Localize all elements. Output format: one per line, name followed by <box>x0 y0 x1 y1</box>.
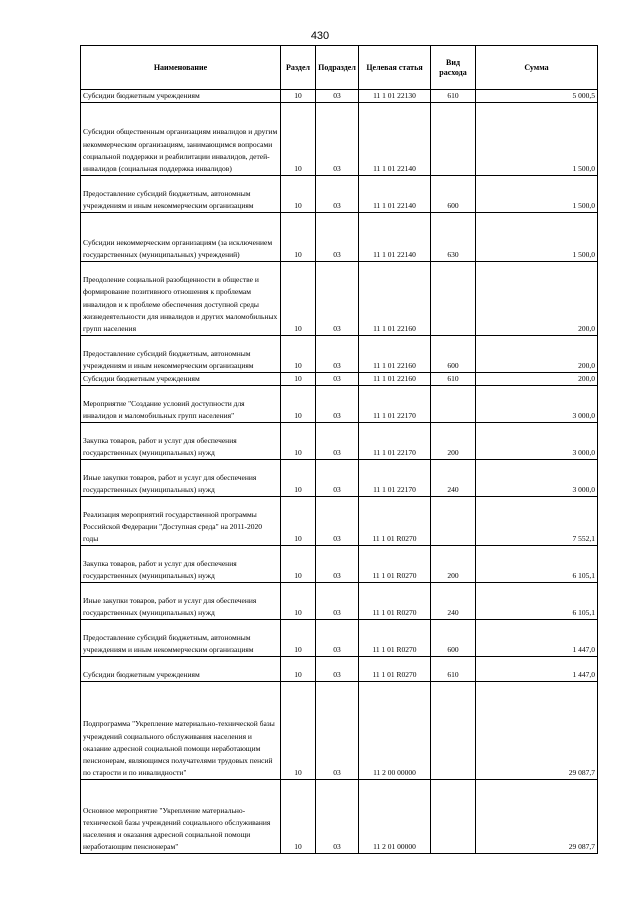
row-subsection: 03 <box>316 373 359 386</box>
table-header-row <box>81 46 598 90</box>
row-sum: 5 000,5 <box>476 90 598 103</box>
row-target-code: 11 1 01 R0270 <box>359 583 431 620</box>
row-section: 10 <box>281 90 316 103</box>
row-name: Закупка товаров, работ и услуг для обеспечения государственных (муниципальных) нужд <box>81 546 281 583</box>
table-row <box>81 682 598 780</box>
row-target-code: 11 1 01 22160 <box>359 373 431 386</box>
row-sum: 29 087,7 <box>476 682 598 780</box>
row-subsection: 03 <box>316 103 359 176</box>
table-row <box>81 546 598 583</box>
table-row <box>81 497 598 546</box>
row-sum: 200,0 <box>476 373 598 386</box>
page-number: 430 <box>310 30 330 42</box>
row-subsection: 03 <box>316 546 359 583</box>
row-name: Предоставление субсидий бюджетным, автономным учреждениям и иным некоммерческим организациям <box>81 620 281 657</box>
row-subsection: 03 <box>316 583 359 620</box>
row-expense-kind: 200 <box>431 423 476 460</box>
table-row <box>81 386 598 423</box>
row-target-code: 11 1 01 22130 <box>359 90 431 103</box>
row-expense-kind: 610 <box>431 373 476 386</box>
row-expense-kind <box>431 780 476 854</box>
row-sum: 6 105,1 <box>476 546 598 583</box>
table-row <box>81 90 598 103</box>
row-sum: 3 000,0 <box>476 423 598 460</box>
row-expense-kind: 630 <box>431 213 476 262</box>
row-target-code: 11 1 01 22140 <box>359 213 431 262</box>
row-target-code: 11 1 01 R0270 <box>359 497 431 546</box>
row-section: 10 <box>281 213 316 262</box>
row-expense-kind: 600 <box>431 620 476 657</box>
header-sum: Сумма <box>476 46 598 90</box>
header-subsection: Подраздел <box>316 46 359 90</box>
row-subsection: 03 <box>316 682 359 780</box>
row-section: 10 <box>281 103 316 176</box>
row-section: 10 <box>281 682 316 780</box>
row-subsection: 03 <box>316 213 359 262</box>
row-expense-kind: 610 <box>431 90 476 103</box>
row-section: 10 <box>281 336 316 373</box>
row-sum: 3 000,0 <box>476 460 598 497</box>
row-section: 10 <box>281 497 316 546</box>
table-row <box>81 176 598 213</box>
row-subsection: 03 <box>316 423 359 460</box>
row-name: Предоставление субсидий бюджетным, автономным учреждениям и иным некоммерческим организациям <box>81 336 281 373</box>
budget-table <box>80 45 598 854</box>
row-section: 10 <box>281 176 316 213</box>
row-name: Иные закупки товаров, работ и услуг для обеспечения государственных (муниципальных) нужд <box>81 583 281 620</box>
table-row <box>81 262 598 336</box>
row-target-code: 11 1 01 R0270 <box>359 620 431 657</box>
row-subsection: 03 <box>316 90 359 103</box>
row-sum: 200,0 <box>476 262 598 336</box>
row-subsection: 03 <box>316 176 359 213</box>
header-target-code: Целевая статья <box>359 46 431 90</box>
row-expense-kind: 600 <box>431 336 476 373</box>
row-sum: 7 552,1 <box>476 497 598 546</box>
row-sum: 1 447,0 <box>476 657 598 682</box>
table-row <box>81 103 598 176</box>
row-expense-kind <box>431 497 476 546</box>
row-expense-kind: 240 <box>431 583 476 620</box>
row-name: Иные закупки товаров, работ и услуг для обеспечения государственных (муниципальных) нужд <box>81 460 281 497</box>
row-name: Субсидии бюджетным учреждениям <box>81 657 281 682</box>
row-target-code: 11 1 01 22170 <box>359 386 431 423</box>
row-sum: 1 500,0 <box>476 103 598 176</box>
row-section: 10 <box>281 620 316 657</box>
row-section: 10 <box>281 780 316 854</box>
row-sum: 6 105,1 <box>476 583 598 620</box>
row-expense-kind <box>431 262 476 336</box>
row-section: 10 <box>281 373 316 386</box>
row-section: 10 <box>281 546 316 583</box>
row-expense-kind: 200 <box>431 546 476 583</box>
row-name: Мероприятие "Создание условий доступности для инвалидов и маломобильных групп населения" <box>81 386 281 423</box>
row-section: 10 <box>281 657 316 682</box>
row-target-code: 11 1 01 22140 <box>359 103 431 176</box>
table-row <box>81 620 598 657</box>
table-row <box>81 423 598 460</box>
row-expense-kind: 600 <box>431 176 476 213</box>
row-name: Субсидии общественным организациям инвалидов и другим некоммерческим организациям, занимающимся вопросами социальной поддержки и реабилитации инвалидов, детей-инвалидов (социальная поддержка инвалидов) <box>81 103 281 176</box>
row-expense-kind: 240 <box>431 460 476 497</box>
table-row <box>81 213 598 262</box>
row-name: Предоставление субсидий бюджетным, автономным учреждениям и иным некоммерческим организациям <box>81 176 281 213</box>
row-name: Субсидии некоммерческим организациям (за исключением государственных (муниципальных) учреждений) <box>81 213 281 262</box>
row-sum: 3 000,0 <box>476 386 598 423</box>
row-sum: 1 500,0 <box>476 176 598 213</box>
header-name: Наименование <box>81 46 281 90</box>
row-subsection: 03 <box>316 336 359 373</box>
row-section: 10 <box>281 460 316 497</box>
row-sum: 29 087,7 <box>476 780 598 854</box>
row-subsection: 03 <box>316 657 359 682</box>
table-row <box>81 780 598 854</box>
row-subsection: 03 <box>316 460 359 497</box>
row-subsection: 03 <box>316 620 359 657</box>
table-row <box>81 373 598 386</box>
row-expense-kind <box>431 682 476 780</box>
row-sum: 1 500,0 <box>476 213 598 262</box>
row-subsection: 03 <box>316 497 359 546</box>
row-subsection: 03 <box>316 780 359 854</box>
row-section: 10 <box>281 262 316 336</box>
row-expense-kind <box>431 103 476 176</box>
table-row <box>81 460 598 497</box>
header-section: Раздел <box>281 46 316 90</box>
row-target-code: 11 2 01 00000 <box>359 780 431 854</box>
row-subsection: 03 <box>316 386 359 423</box>
row-sum: 200,0 <box>476 336 598 373</box>
row-name: Подпрограмма "Укрепление материально-технической базы учреждений социального обслуживания населения и оказание адресной социальной помощи неработающим пенсионерам, являющимся получателями трудовых пенсий по старости и по инвалидности" <box>81 682 281 780</box>
row-target-code: 11 1 01 R0270 <box>359 546 431 583</box>
row-sum: 1 447,0 <box>476 620 598 657</box>
row-subsection: 03 <box>316 262 359 336</box>
row-name: Субсидии бюджетным учреждениям <box>81 373 281 386</box>
row-name: Основное мероприятие "Укрепление материально-технической базы учреждений социального обслуживания населения и оказания адресной социальной помощи неработающим пенсионерам" <box>81 780 281 854</box>
row-section: 10 <box>281 423 316 460</box>
row-expense-kind <box>431 386 476 423</box>
row-name: Закупка товаров, работ и услуг для обеспечения государственных (муниципальных) нужд <box>81 423 281 460</box>
row-target-code: 11 1 01 22170 <box>359 423 431 460</box>
table-row <box>81 336 598 373</box>
row-section: 10 <box>281 386 316 423</box>
row-target-code: 11 1 01 22170 <box>359 460 431 497</box>
header-expense-kind: Вид расхода <box>431 46 476 90</box>
row-section: 10 <box>281 583 316 620</box>
table-row <box>81 657 598 682</box>
row-target-code: 11 1 01 22160 <box>359 262 431 336</box>
row-target-code: 11 1 01 R0270 <box>359 657 431 682</box>
row-expense-kind: 610 <box>431 657 476 682</box>
row-target-code: 11 2 00 00000 <box>359 682 431 780</box>
table-row <box>81 583 598 620</box>
row-name: Преодоление социальной разобщенности в обществе и формирование позитивного отношения к проблемам инвалидов и к проблеме обеспечения доступной среды жизнедеятельности для инвалидов и других маломобильных групп населения <box>81 262 281 336</box>
row-target-code: 11 1 01 22140 <box>359 176 431 213</box>
row-target-code: 11 1 01 22160 <box>359 336 431 373</box>
row-name: Реализация мероприятий государственной программы Российской Федерации "Доступная среда" на 2011-2020 годы <box>81 497 281 546</box>
row-name: Субсидии бюджетным учреждениям <box>81 90 281 103</box>
